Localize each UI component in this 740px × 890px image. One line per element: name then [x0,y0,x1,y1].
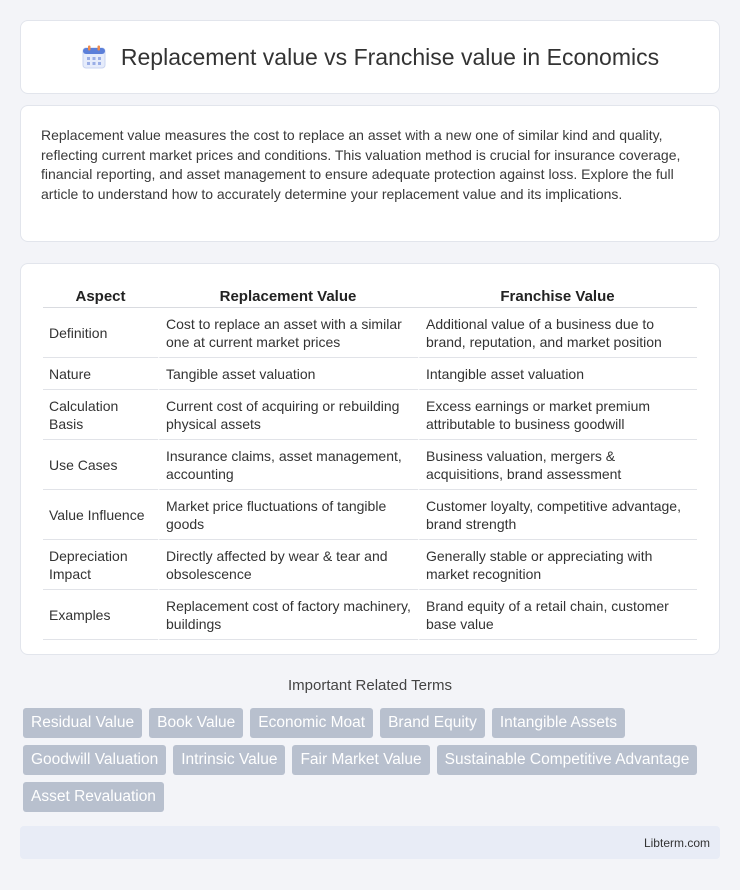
header-replacement-value: Replacement Value [158,282,418,308]
related-terms-title: Important Related Terms [288,677,452,694]
table-cell: Business valuation, mergers & acquisitions, brand assessment [418,440,697,490]
related-term-tag[interactable]: Fair Market Value [292,745,429,775]
table-row [43,490,697,540]
table-cell: Brand equity of a retail chain, customer base value [418,590,697,640]
table-row [43,390,697,440]
table-cell: Excess earnings or market premium attributable to business goodwill [418,390,697,440]
table-cell: Definition [43,308,158,358]
table-cell: Additional value of a business due to brand, reputation, and market position [418,308,697,358]
table-cell: Directly affected by wear & tear and obsolescence [158,540,418,590]
page-title: Replacement value vs Franchise value in Economics [120,43,660,70]
footer-site-link[interactable]: Libterm.com [643,836,710,850]
related-term-tag[interactable]: Book Value [149,708,243,738]
table-cell: Cost to replace an asset with a similar one at current market prices [158,308,418,358]
related-term-tag[interactable]: Asset Revaluation [23,782,164,812]
related-term-tag[interactable]: Intangible Assets [492,708,625,738]
comparison-table-card [20,263,720,655]
table-row [43,358,697,390]
table-header-row [43,282,697,308]
table-cell: Insurance claims, asset management, accounting [158,440,418,490]
table-cell: Calculation Basis [43,390,158,440]
table-row [43,590,697,640]
table-cell: Nature [43,358,158,390]
comparison-table [43,282,697,640]
related-term-tag[interactable]: Intrinsic Value [173,745,285,775]
related-term-tag[interactable]: Brand Equity [380,708,485,738]
table-cell: Examples [43,590,158,640]
table-cell: Customer loyalty, competitive advantage, brand strength [418,490,697,540]
intro-card [20,105,720,242]
intro-text: Replacement value measures the cost to replace an asset with a new one of similar kind and quality, reflecting current market prices and conditions. This valuation method is crucial for insurance coverage, financial reporting, and asset management to ensure adequate protection against loss. Explore the full article to understand how to accurately determine your replacement value and its implications. [41,127,681,202]
related-term-tag[interactable]: Residual Value [23,708,142,738]
table-row [43,540,697,590]
table-cell: Tangible asset valuation [158,358,418,390]
table-cell: Value Influence [43,490,158,540]
related-term-tag[interactable]: Goodwill Valuation [23,745,166,775]
table-cell: Current cost of acquiring or rebuilding physical assets [158,390,418,440]
table-cell: Use Cases [43,440,158,490]
table-row [43,308,697,358]
header-aspect: Aspect [43,282,158,308]
table-cell: Depreciation Impact [43,540,158,590]
related-term-tag[interactable]: Sustainable Competitive Advantage [437,745,698,775]
table-cell: Generally stable or appreciating with market recognition [418,540,697,590]
table-row [43,440,697,490]
calendar-icon [81,44,107,70]
footer [20,826,720,859]
table-cell: Replacement cost of factory machinery, buildings [158,590,418,640]
table-cell: Intangible asset valuation [418,358,697,390]
related-term-tag[interactable]: Economic Moat [250,708,373,738]
related-terms-list [23,708,723,812]
title-card [20,20,720,94]
header-franchise-value: Franchise Value [418,282,697,308]
table-cell: Market price fluctuations of tangible goods [158,490,418,540]
